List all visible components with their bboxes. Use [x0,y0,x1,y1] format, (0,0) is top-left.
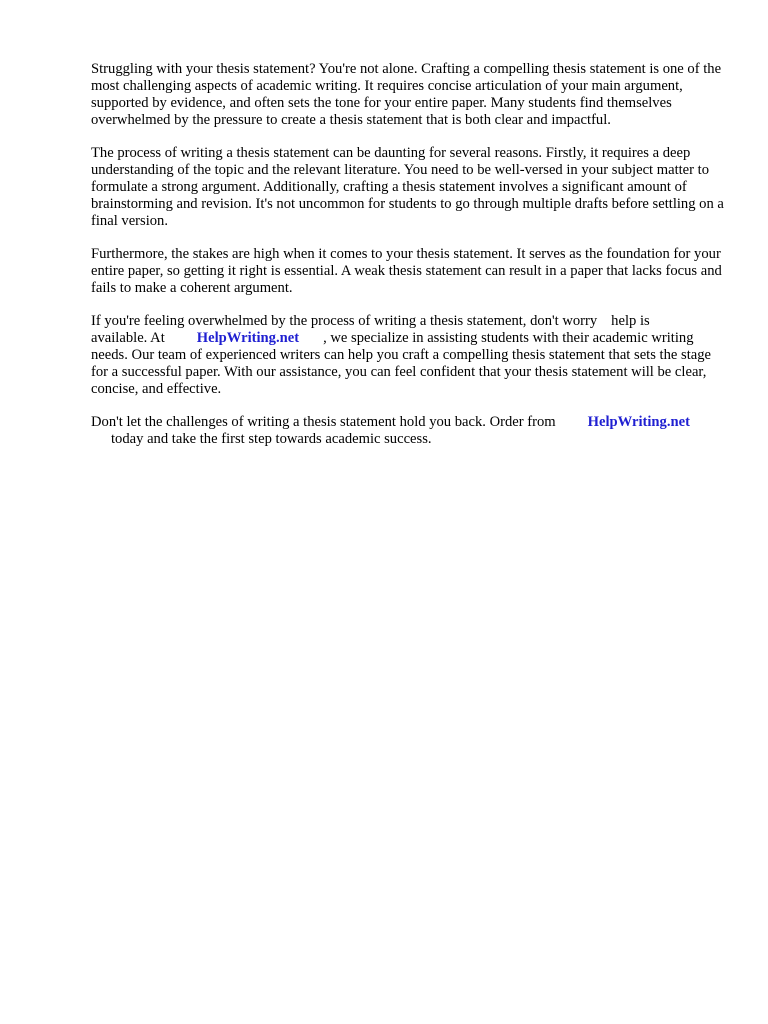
paragraph-stakes: Furthermore, the stakes are high when it comes to your thesis statement. It serves as the foundation for your entire paper, so getting it right is essential. A weak thesis statement can result in a paper that lacks focus and fails to make a coherent argument. [91,246,722,296]
help-line-1-text: If you're feeling overwhelmed by the process of writing a thesis statement, don't worry [91,313,598,329]
help-line-1-end: help is [611,313,650,329]
help-rest-text: needs. Our team of experienced writers can help you craft a compelling thesis statement that sets the stage for a successful paper. With our assistance, you can feel confident that your thesis statement will be clear, concise, and effective. [91,347,712,397]
help-line-2-start: available. At [91,330,165,346]
helpwriting-link-2[interactable]: HelpWriting.net [587,414,690,430]
helpwriting-link-1[interactable]: HelpWriting.net [196,330,300,346]
closing-line-2-text: today and take the first step towards academic success. [111,431,432,447]
paragraph-intro: Struggling with your thesis statement? You're not alone. Crafting a compelling thesis statement is one of the most challenging aspects of academic writing. It requires concise articulation of your main argument, supported by evidence, and often sets the tone for your entire paper. Many students find themselves overwhelmed by the pressure to create a thesis statement that is both clear and impactful. [91,61,722,128]
closing-line-1 [91,414,728,431]
help-line-2-rest: , we specialize in assisting students with their academic writing [323,330,694,346]
help-line-1 [91,313,728,330]
paragraph-process: The process of writing a thesis statement can be daunting for several reasons. Firstly, it requires a deep understanding of the topic and the relevant literature. You need to be well-versed in your subject matter to formulate a strong argument. Additionally, crafting a thesis statement involves a significant amount of brainstorming and revision. It's not uncommon for students to go through multiple drafts before settling on a final version. [91,145,724,229]
closing-line-2 [91,431,728,448]
closing-line-1-text: Don't let the challenges of writing a thesis statement hold you back. Order from [91,414,556,430]
paragraph-closing [91,414,728,448]
paragraph-help [91,313,728,398]
help-line-2 [91,330,728,347]
